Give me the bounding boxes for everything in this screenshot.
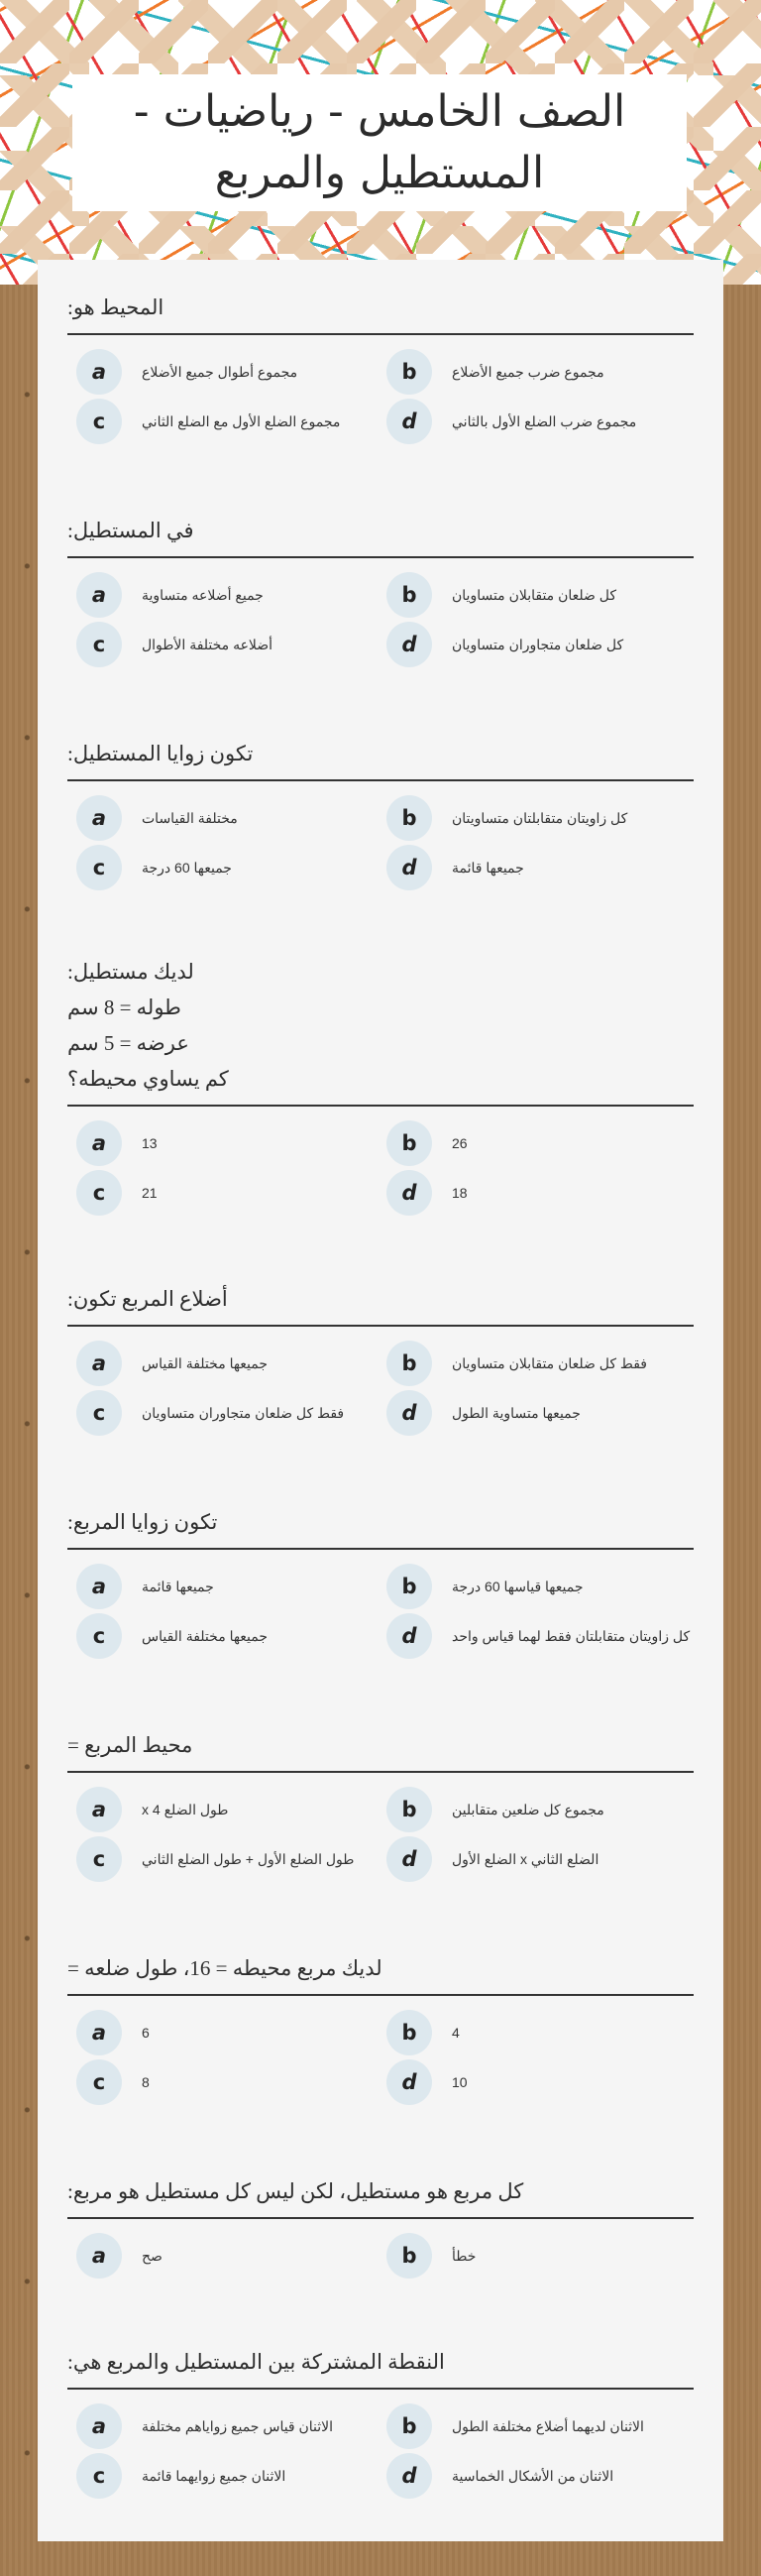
option-a[interactable] — [76, 2010, 150, 2055]
option-letter-c: c — [76, 399, 122, 444]
option-b[interactable] — [386, 2010, 460, 2055]
option-a[interactable] — [76, 795, 238, 841]
option-text: فقط كل ضلعان متقابلان متساويان — [452, 1354, 647, 1371]
option-letter-b: b — [386, 2010, 432, 2055]
divider — [67, 1548, 694, 1550]
option-text: جميعها قياسها 60 درجة — [452, 1578, 584, 1594]
option-text: كل زاويتان متقابلتان متساويتان — [452, 809, 628, 826]
option-letter-a: a — [76, 2010, 122, 2055]
option-letter-a: a — [76, 572, 122, 618]
option-text: مختلفة القياسات — [142, 809, 238, 826]
option-b[interactable] — [386, 1341, 647, 1386]
option-c[interactable] — [76, 1390, 344, 1436]
option-letter-d: d — [386, 1170, 432, 1216]
question-6 — [67, 1504, 694, 1648]
option-c[interactable] — [76, 1836, 354, 1882]
option-text: 18 — [452, 1185, 468, 1201]
question-title: لديك مستطيل: طوله = 8 سم عرضه = 5 سم كم يساوي محيطه؟ — [67, 960, 229, 1091]
page-title-line-2: المستطيل والمربع — [214, 148, 545, 198]
question-title: تكون زوايا المستطيل: — [67, 742, 254, 765]
option-letter-b: b — [386, 2403, 432, 2449]
option-d[interactable] — [386, 1170, 468, 1216]
option-text: جميعها مختلفة القياس — [142, 1627, 269, 1644]
option-letter-c: c — [76, 845, 122, 890]
option-text: جميعها قائمة — [142, 1578, 214, 1594]
header-banner — [0, 0, 761, 285]
option-c[interactable] — [76, 1613, 268, 1659]
option-letter-d: d — [386, 1836, 432, 1882]
option-letter-d: d — [386, 399, 432, 444]
divider — [67, 1771, 694, 1773]
option-a[interactable] — [76, 2403, 333, 2449]
option-text: كل زاويتان متقابلتان فقط لهما قياس واحد — [452, 1627, 691, 1644]
option-text: جميعها 60 درجة — [142, 859, 232, 876]
question-10 — [67, 2344, 694, 2488]
option-text: الاثنان من الأشكال الخماسية — [452, 2467, 614, 2484]
option-a[interactable] — [76, 572, 264, 618]
option-letter-a: a — [76, 2233, 122, 2279]
option-letter-c: c — [76, 1390, 122, 1436]
option-text: الاثنان جميع زوايهما قائمة — [142, 2467, 286, 2484]
option-text: خطأ — [452, 2247, 477, 2264]
option-letter-d: d — [386, 845, 432, 890]
divider — [67, 1105, 694, 1107]
option-text: فقط كل ضلعان متجاوران متساويان — [142, 1404, 345, 1421]
option-a[interactable] — [76, 1564, 214, 1609]
option-text: طول الضلع الأول + طول الضلع الثاني — [142, 1850, 355, 1867]
option-text: كل ضلعان متجاوران متساويان — [452, 636, 624, 652]
option-b[interactable] — [386, 795, 627, 841]
option-d[interactable] — [386, 622, 623, 667]
divider — [67, 2388, 694, 2390]
option-a[interactable] — [76, 1787, 228, 1832]
option-d[interactable] — [386, 1836, 598, 1882]
option-b[interactable] — [386, 1787, 604, 1832]
option-text: 13 — [142, 1135, 158, 1151]
option-letter-b: b — [386, 572, 432, 618]
option-c[interactable] — [76, 622, 272, 667]
option-text: 26 — [452, 1135, 468, 1151]
option-text: طول الضلع x 4 — [142, 1801, 229, 1817]
option-text: الضلع الثاني x الضلع الأول — [452, 1850, 599, 1867]
divider — [67, 333, 694, 335]
option-letter-b: b — [386, 1341, 432, 1386]
option-text: 4 — [452, 2025, 460, 2041]
option-text: جميع أضلاعه متساوية — [142, 586, 264, 603]
option-text: مجموع ضرب الضلع الأول بالثاني — [452, 412, 637, 429]
option-text: 21 — [142, 1185, 158, 1201]
option-a[interactable] — [76, 349, 297, 395]
option-b[interactable] — [386, 572, 616, 618]
option-text: مجموع أطوال جميع الأضلاع — [142, 363, 298, 380]
question-title: تكون زوايا المربع: — [67, 1510, 218, 1534]
option-d[interactable] — [386, 2453, 613, 2499]
option-text: أضلاعه مختلفة الأطوال — [142, 636, 273, 652]
question-title: لديك مربع محيطه = 16، طول ضلعه = — [67, 1956, 382, 1980]
question-title: النقطة المشتركة بين المستطيل والمربع هي: — [67, 2350, 445, 2374]
option-letter-a: a — [76, 795, 122, 841]
option-d[interactable] — [386, 2059, 468, 2105]
option-a[interactable] — [76, 1341, 268, 1386]
option-a[interactable] — [76, 1120, 158, 1166]
option-letter-c: c — [76, 2453, 122, 2499]
option-letter-a: a — [76, 1341, 122, 1386]
option-text: مجموع ضرب جميع الأضلاع — [452, 363, 604, 380]
option-text: 8 — [142, 2074, 150, 2090]
question-5 — [67, 1281, 694, 1425]
question-3 — [67, 736, 694, 879]
question-2 — [67, 513, 694, 656]
option-text: جميعها متساوية الطول — [452, 1404, 581, 1421]
option-letter-b: b — [386, 349, 432, 395]
question-1 — [67, 290, 694, 433]
option-letter-b: b — [386, 795, 432, 841]
option-letter-a: a — [76, 1120, 122, 1166]
option-c[interactable] — [76, 2453, 285, 2499]
option-letter-a: a — [76, 2403, 122, 2449]
option-text: صح — [142, 2247, 163, 2264]
option-b[interactable] — [386, 1564, 583, 1609]
option-letter-c: c — [76, 1170, 122, 1216]
option-d[interactable] — [386, 1613, 690, 1659]
divider — [67, 1994, 694, 1996]
option-letter-b: b — [386, 1564, 432, 1609]
option-letter-c: c — [76, 1613, 122, 1659]
divider — [67, 1325, 694, 1327]
option-a[interactable] — [76, 2233, 163, 2279]
question-title: المحيط هو: — [67, 295, 164, 319]
option-c[interactable] — [76, 845, 232, 890]
option-letter-a: a — [76, 1564, 122, 1609]
option-text: مجموع الضلع الأول مع الضلع الثاني — [142, 412, 341, 429]
option-b[interactable] — [386, 2233, 476, 2279]
option-text: كل ضلعان متقابلان متساويان — [452, 586, 617, 603]
divider — [67, 556, 694, 558]
option-letter-a: a — [76, 349, 122, 395]
option-letter-a: a — [76, 1787, 122, 1832]
question-title: محيط المربع = — [67, 1733, 193, 1757]
option-letter-b: b — [386, 2233, 432, 2279]
option-letter-d: d — [386, 2453, 432, 2499]
option-letter-d: d — [386, 2059, 432, 2105]
option-text: الاثنان قياس جميع زواياهم مختلفة — [142, 2417, 334, 2434]
option-d[interactable] — [386, 399, 636, 444]
question-7 — [67, 1727, 694, 1871]
option-letter-b: b — [386, 1787, 432, 1832]
option-d[interactable] — [386, 1390, 581, 1436]
question-4 — [67, 954, 694, 1205]
option-d[interactable] — [386, 845, 524, 890]
option-letter-d: d — [386, 1613, 432, 1659]
option-text: جميعها مختلفة القياس — [142, 1354, 269, 1371]
option-b[interactable] — [386, 349, 604, 395]
option-text: مجموع كل ضلعين متقابلين — [452, 1801, 604, 1817]
question-9 — [67, 2173, 694, 2268]
option-c[interactable] — [76, 2059, 150, 2105]
option-letter-c: c — [76, 1836, 122, 1882]
option-letter-d: d — [386, 622, 432, 667]
option-b[interactable] — [386, 1120, 468, 1166]
option-text: 6 — [142, 2025, 150, 2041]
option-letter-c: c — [76, 2059, 122, 2105]
divider — [67, 779, 694, 781]
question-8 — [67, 1950, 694, 2094]
option-text: الاثنان لديهما أضلاع مختلفة الطول — [452, 2417, 644, 2434]
question-title: أضلاع المربع تكون: — [67, 1287, 228, 1311]
option-text: 10 — [452, 2074, 468, 2090]
option-letter-b: b — [386, 1120, 432, 1166]
question-title: كل مربع هو مستطيل، لكن ليس كل مستطيل هو مربع: — [67, 2179, 524, 2203]
worksheet-panel — [38, 260, 723, 2541]
option-text: جميعها قائمة — [452, 859, 524, 876]
question-title: في المستطيل: — [67, 519, 194, 542]
option-b[interactable] — [386, 2403, 644, 2449]
option-c[interactable] — [76, 399, 340, 444]
divider — [67, 2217, 694, 2219]
option-letter-c: c — [76, 622, 122, 667]
option-letter-d: d — [386, 1390, 432, 1436]
option-c[interactable] — [76, 1170, 158, 1216]
page-title-line-1: الصف الخامس - رياضيات - — [133, 86, 626, 137]
title-box — [72, 74, 687, 211]
